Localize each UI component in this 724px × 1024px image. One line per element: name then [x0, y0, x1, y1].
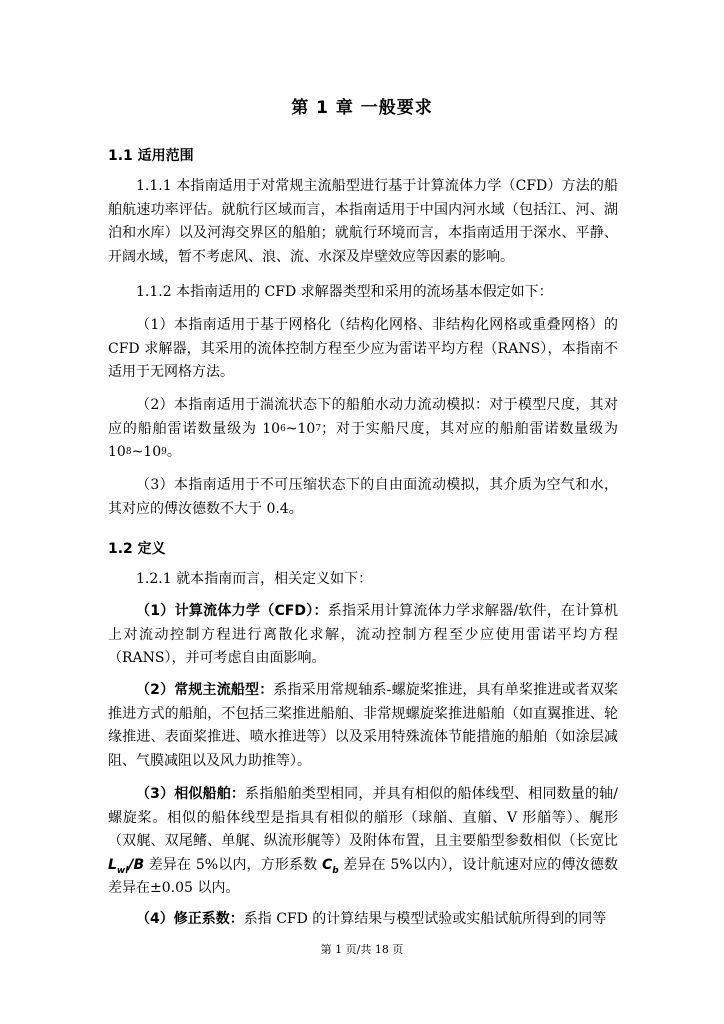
paragraph-1-1-2: 1.1.2 本指南适用的 CFD 求解器类型和采用的流场基本假定如下： — [136, 284, 553, 300]
section-heading-1-2: 1.2 定义 — [108, 541, 166, 557]
paragraph-1-2-1: 1.2.1 就本指南而言，相关定义如下： — [136, 571, 373, 587]
page-footer: 第 1 页/共 18 页 — [320, 943, 404, 956]
definition-conventional-ship: （2）常规主流船型：系指采用常规轴系-螺旋桨推进，具有单桨推进或者双桨推进方式的船舶，不包括三桨推进船舶、非常规螺旋桨推进船舶（如直翼推进、轮缘推进、表面桨推进、喷水推进等）以及采用特殊流体节能措施的船舶（如涂层减阻、气膜减阻以及风力助推等）。 — [108, 682, 618, 769]
paragraph-1-1-2-item1: （1）本指南适用于基于网格化（结构化网格、非结构化网格或重叠网格）的 CFD 求解器，其采用的流体控制方程至少应为雷诺平均方程（RANS），本指南不适用于无网格方法。 — [108, 317, 618, 380]
paragraph-1-1-1: 1.1.1 本指南适用于对常规主流船型进行基于计算流体力学（CFD）方法的船舶航速功率评估。就航行区域而言，本指南适用于中国内河水域（包括江、河、湖泊和水库）以及河海交界区的船舶；就航行环境而言，本指南适用于深水、平静、开阔水域，暂不考虑风、浪、流、水深及岸壁效应等因素的影响。 — [108, 178, 618, 265]
definition-similar-ship: （3）相似船舶：系指船舶类型相同，并具有相似的船体线型、相同数量的轴/螺旋桨。相似的船体线型是指具有相似的艏形（球艏、直艏、V 形艏等）、艉形（双艉、双尾鳍、单艉、纵流形艉等）及附体布置，且主要船型参数相似（长宽比 $L_{wl}/B$ 差异在 5%以内，方形系数 $C_b$ 差异在 5%以内），设计航速对应的傅汝德数差异在±0.05 以内。 — [108, 786, 618, 896]
definition-correction-factor: （4）修正系数：系指 CFD 的计算结果与模型试验或实船试航所得到的同等 — [136, 911, 607, 927]
paragraph-1-1-2-item3: （3）本指南适用于不可压缩状态下的自由面流动模拟，其介质为空气和水，其对应的傅汝德数不大于 0.4。 — [108, 477, 618, 517]
definition-cfd: （1）计算流体力学（CFD）：系指采用计算流体力学求解器/软件，在计算机上对流动控制方程进行离散化求解，流动控制方程至少应使用雷诺平均方程（RANS），并可考虑自由面影响。 — [108, 603, 618, 666]
definition-term: （1）计算流体力学（CFD）： — [136, 603, 328, 619]
definition-term: （3）相似船舶： — [136, 786, 246, 802]
chapter-title: 第 1 章 一般要求 — [291, 98, 433, 118]
definition-term: （2）常规主流船型： — [136, 682, 274, 698]
section-heading-1-1: 1.1 适用范围 — [108, 148, 194, 164]
paragraph-1-1-2-item2: （2）本指南适用于湍流状态下的船舶水动力流动模拟：对于模型尺度，其对应的船舶雷诺数量级为 $10^6\sim 10^7$；对于实船尺度，其对应的船舶雷诺数量级为 $10^8\sim 10^9$。 — [108, 397, 618, 460]
definition-term: （4）修正系数： — [136, 911, 244, 927]
